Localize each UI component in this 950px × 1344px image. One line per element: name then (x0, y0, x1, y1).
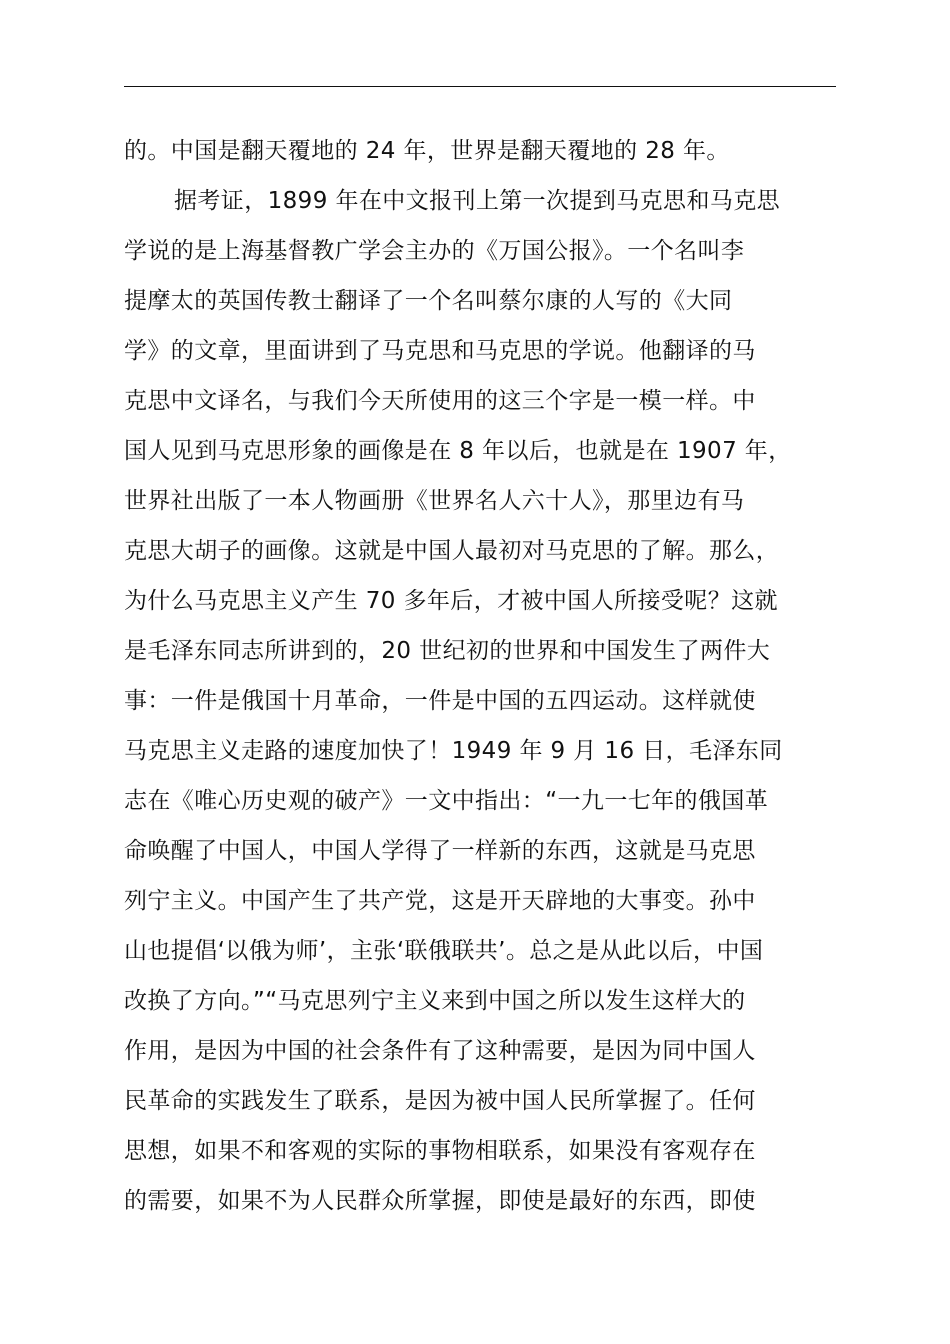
header-rule (124, 86, 836, 87)
text-line: 志在《唯心历史观的破产》一文中指出：“一九一七年的俄国革 (124, 788, 769, 814)
text-line: 山也提倡‘以俄为师’，主张‘联俄联共’。总之是从此以后，中国 (124, 938, 764, 964)
text-line: 事：一件是俄国十月革命，一件是中国的五四运动。这样就使 (124, 688, 756, 714)
body-text (124, 126, 844, 1226)
text-line: 的需要，如果不为人民群众所掌握，即使是最好的东西，即使 (124, 1188, 756, 1214)
text-line: 的。中国是翻天覆地的 24 年，世界是翻天覆地的 28 年。 (124, 138, 730, 164)
text-line: 克思大胡子的画像。这就是中国人最初对马克思的了解。那么， (124, 538, 780, 564)
text-line: 作用，是因为中国的社会条件有了这种需要，是因为同中国人 (124, 1038, 756, 1064)
text-line: 据考证，1899 年在中文报刊上第一次提到马克思和马克思 (174, 188, 781, 214)
text-line: 是毛泽东同志所讲到的，20 世纪初的世界和中国发生了两件大 (124, 638, 771, 664)
text-line: 提摩太的英国传教士翻译了一个名叫蔡尔康的人写的《大同 (124, 288, 733, 314)
text-line: 国人见到马克思形象的画像是在 8 年以后，也就是在 1907 年， (124, 438, 792, 464)
text-line: 为什么马克思主义产生 70 多年后，才被中国人所接受呢？这就 (124, 588, 778, 614)
text-line: 民革命的实践发生了联系，是因为被中国人民所掌握了。任何 (124, 1088, 756, 1114)
text-line: 思想，如果不和客观的实际的事物相联系，如果没有客观存在 (124, 1138, 756, 1164)
text-line: 学说的是上海基督教广学会主办的《万国公报》。一个名叫李 (124, 238, 745, 264)
text-line: 世界社出版了一本人物画册《世界名人六十人》，那里边有马 (124, 488, 745, 514)
text-line: 命唤醒了中国人，中国人学得了一样新的东西，这就是马克思 (124, 838, 756, 864)
text-line: 列宁主义。中国产生了共产党，这是开天辟地的大事变。孙中 (124, 888, 756, 914)
text-line: 学》的文章，里面讲到了马克思和马克思的学说。他翻译的马 (124, 338, 756, 364)
text-line: 马克思主义走路的速度加快了！1949 年 9 月 16 日，毛泽东同 (124, 738, 783, 764)
text-line: 改换了方向。”“马克思列宁主义来到中国之所以发生这样大的 (124, 988, 746, 1014)
text-line: 克思中文译名，与我们今天所使用的这三个字是一模一样。中 (124, 388, 756, 414)
